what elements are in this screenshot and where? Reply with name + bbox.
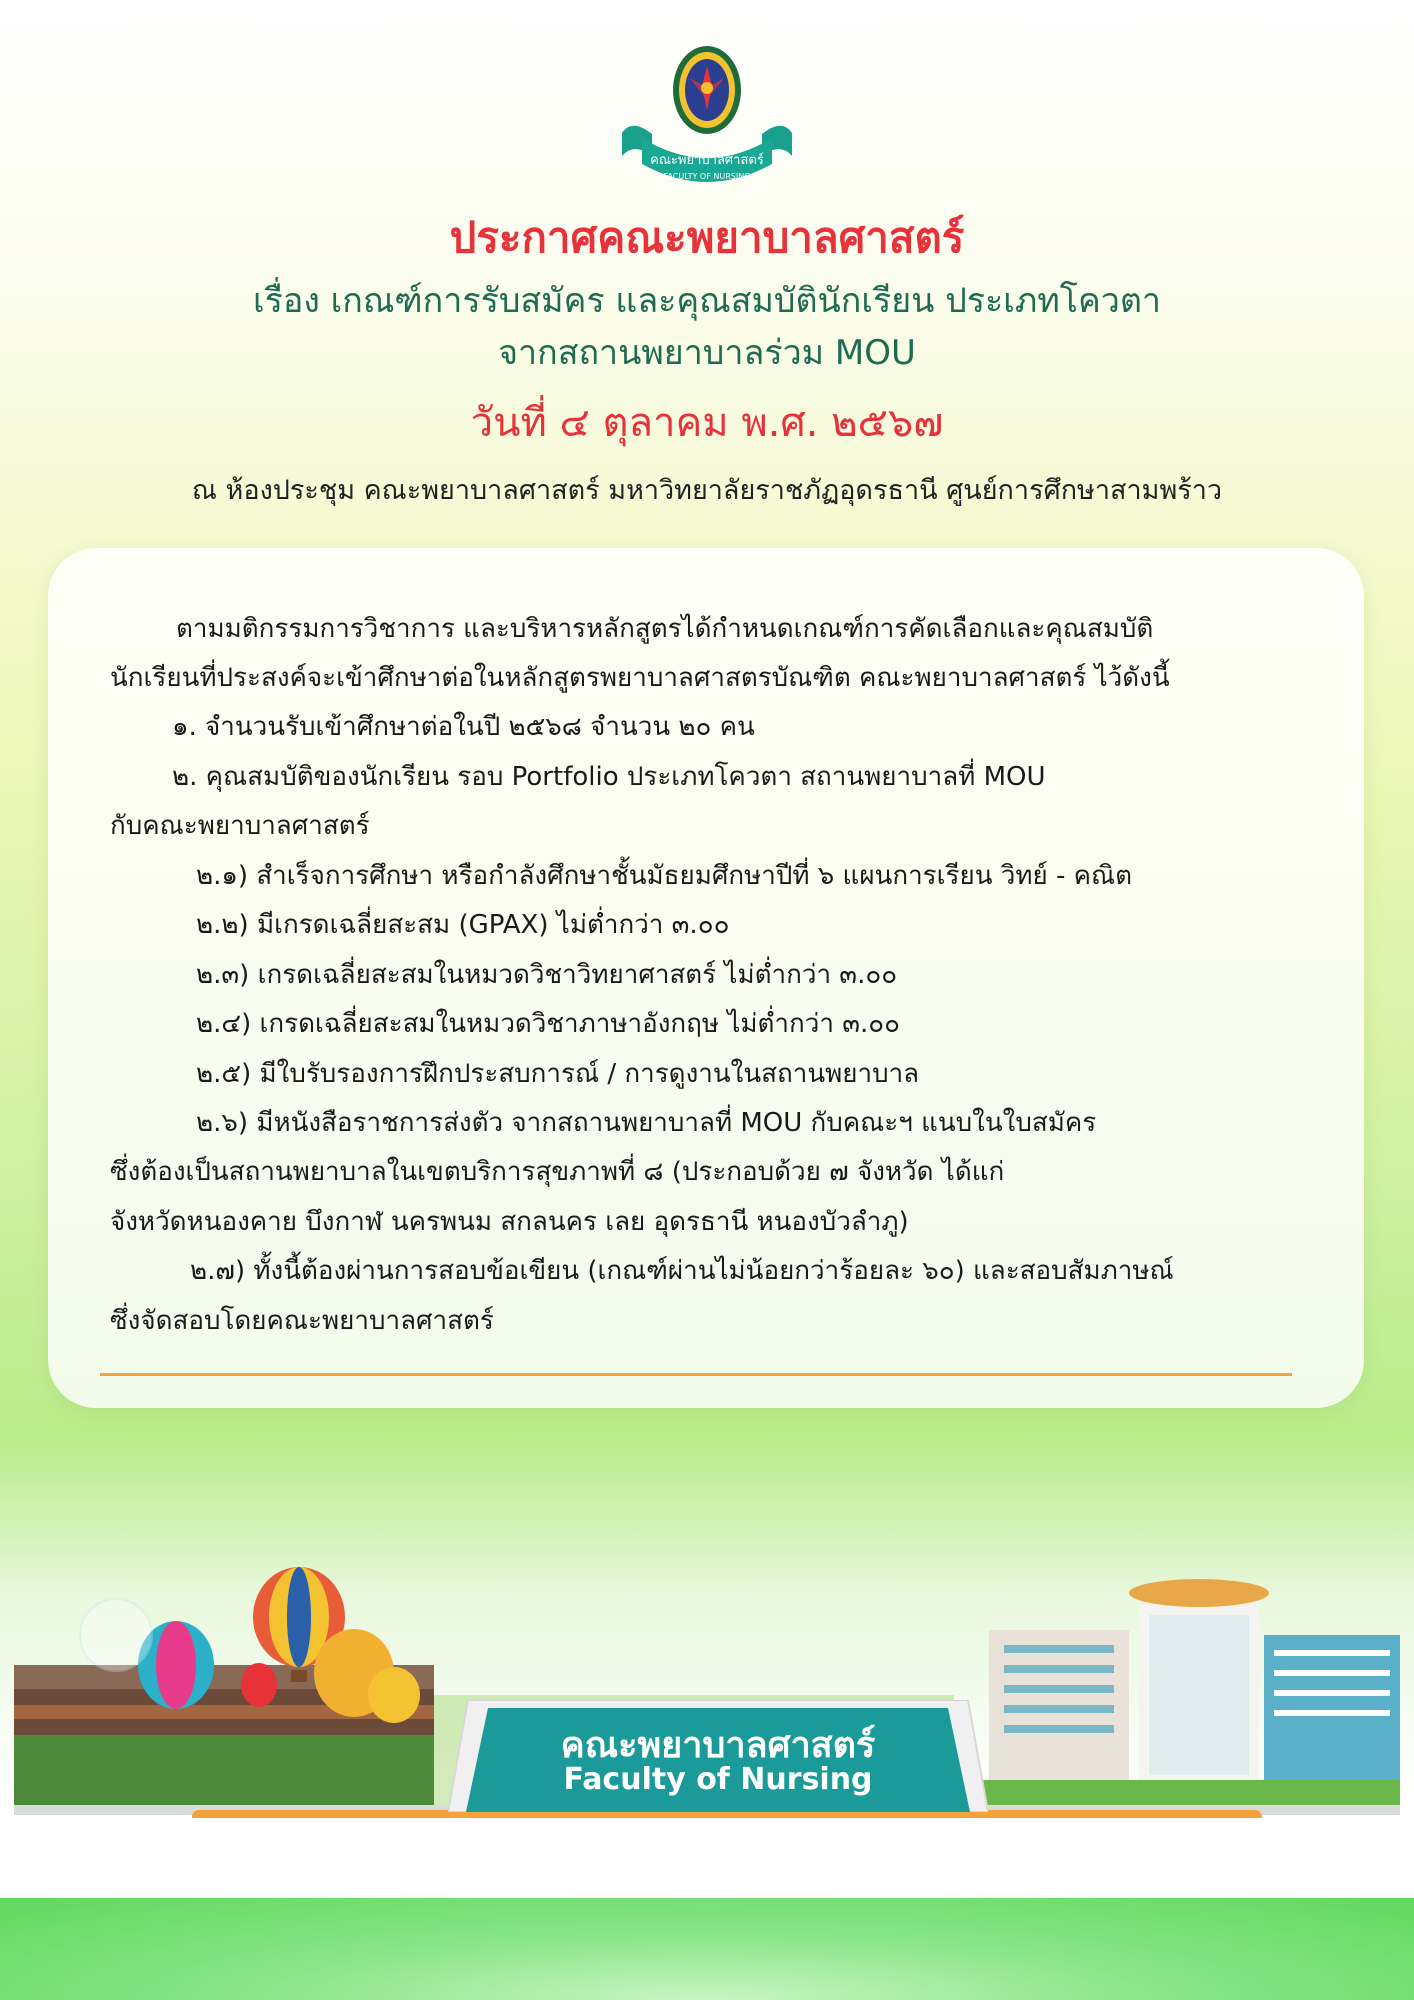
footer-white-strip bbox=[0, 1818, 1414, 1898]
body-line: ซึ่งต้องเป็นสถานพยาบาลในเขตบริการสุขภาพที่ ๘ (ประกอบด้วย ๗ จังหวัด ได้แก่ bbox=[110, 1157, 1005, 1187]
bottom-green-band bbox=[0, 1898, 1414, 2000]
body-line: ๒.๗) ทั้งนี้ต้องผ่านการสอบข้อเขียน (เกณฑ์ผ่านไม่น้อยกว่าร้อยละ ๖๐) และสอบสัมภาษณ์ bbox=[190, 1256, 1174, 1286]
body-line: ๒. คุณสมบัติของนักเรียน รอบ Portfolio ประเภทโควตา สถานพยาบาลที่ MOU bbox=[172, 762, 1046, 792]
faculty-logo bbox=[612, 38, 802, 193]
announcement-title: ประกาศคณะพยาบาลศาสตร์ bbox=[449, 213, 965, 262]
body-line: กับคณะพยาบาลศาสตร์ bbox=[110, 811, 370, 841]
banner-title-thai: คณะพยาบาลศาสตร์ bbox=[560, 1725, 876, 1766]
body-line: ๒.๒) มีเกรดเฉลี่ยสะสม (GPAX) ไม่ต่ำกว่า ๓.๐๐ bbox=[196, 910, 730, 940]
body-line: ๒.๑) สำเร็จการศึกษา หรือกำลังศึกษาชั้นมัธยมศึกษาปีที่ ๖ แผนการเรียน วิทย์ - คณิต bbox=[196, 861, 1133, 891]
body-line: ๒.๓) เกรดเฉลี่ยสะสมในหมวดวิชาวิทยาศาสตร์ ไม่ต่ำกว่า ๓.๐๐ bbox=[196, 960, 898, 990]
body-line: ๒.๔) เกรดเฉลี่ยสะสมในหมวดวิชาภาษาอังกฤษ ไม่ต่ำกว่า ๓.๐๐ bbox=[196, 1009, 901, 1039]
body-line: ๒.๕) มีใบรับรองการฝึกประสบการณ์ / การดูงานในสถานพยาบาล bbox=[196, 1059, 920, 1089]
subject-line-1: เรื่อง เกณฑ์การรับสมัคร และคุณสมบัตินักเรียน ประเภทโควตา bbox=[252, 281, 1162, 321]
logo-ribbon-subtext: FACULTY OF NURSING bbox=[663, 172, 751, 181]
logo-ribbon-text: คณะพยาบาลศาสตร์ bbox=[650, 153, 764, 168]
announcement-date: วันที่ ๔ ตุลาคม พ.ศ. ๒๕๖๗ bbox=[470, 400, 944, 446]
body-line: ๒.๖) มีหนังสือราชการส่งตัว จากสถานพยาบาลที่ MOU กับคณะฯ แนบในใบสมัคร bbox=[196, 1108, 1097, 1138]
body-line: ตามมติกรรมการวิชาการ และบริหารหลักสูตรได้กำหนดเกณฑ์การคัดเลือกและคุณสมบัติ bbox=[176, 614, 1154, 644]
body-line: จังหวัดหนองคาย บึงกาฬ นครพนม สกลนคร เลย อุดรธานี หนองบัวลำภู) bbox=[110, 1207, 909, 1237]
subject-line-2: จากสถานพยาบาลร่วม MOU bbox=[498, 333, 916, 373]
body-line: นักเรียนที่ประสงค์จะเข้าศึกษาต่อในหลักสูตรพยาบาลศาสตรบัณฑิต คณะพยาบาลศาสตร์ ไว้ดังนี้ bbox=[110, 663, 1170, 693]
announcement-venue: ณ ห้องประชุม คณะพยาบาลศาสตร์ มหาวิทยาลัยราชภัฏอุดรธานี ศูนย์การศึกษาสามพร้าว bbox=[191, 475, 1223, 506]
announcement-subject bbox=[0, 275, 1414, 379]
banner-title-english: Faculty of Nursing bbox=[563, 1762, 873, 1797]
divider-line bbox=[100, 1373, 1292, 1376]
body-line: ๑. จำนวนรับเข้าศึกษาต่อในปี ๒๕๖๘ จำนวน ๒๐ คน bbox=[172, 712, 755, 742]
faculty-building bbox=[974, 1579, 1400, 1815]
body-line: ซึ่งจัดสอบโดยคณะพยาบาลศาสตร์ bbox=[110, 1306, 494, 1336]
